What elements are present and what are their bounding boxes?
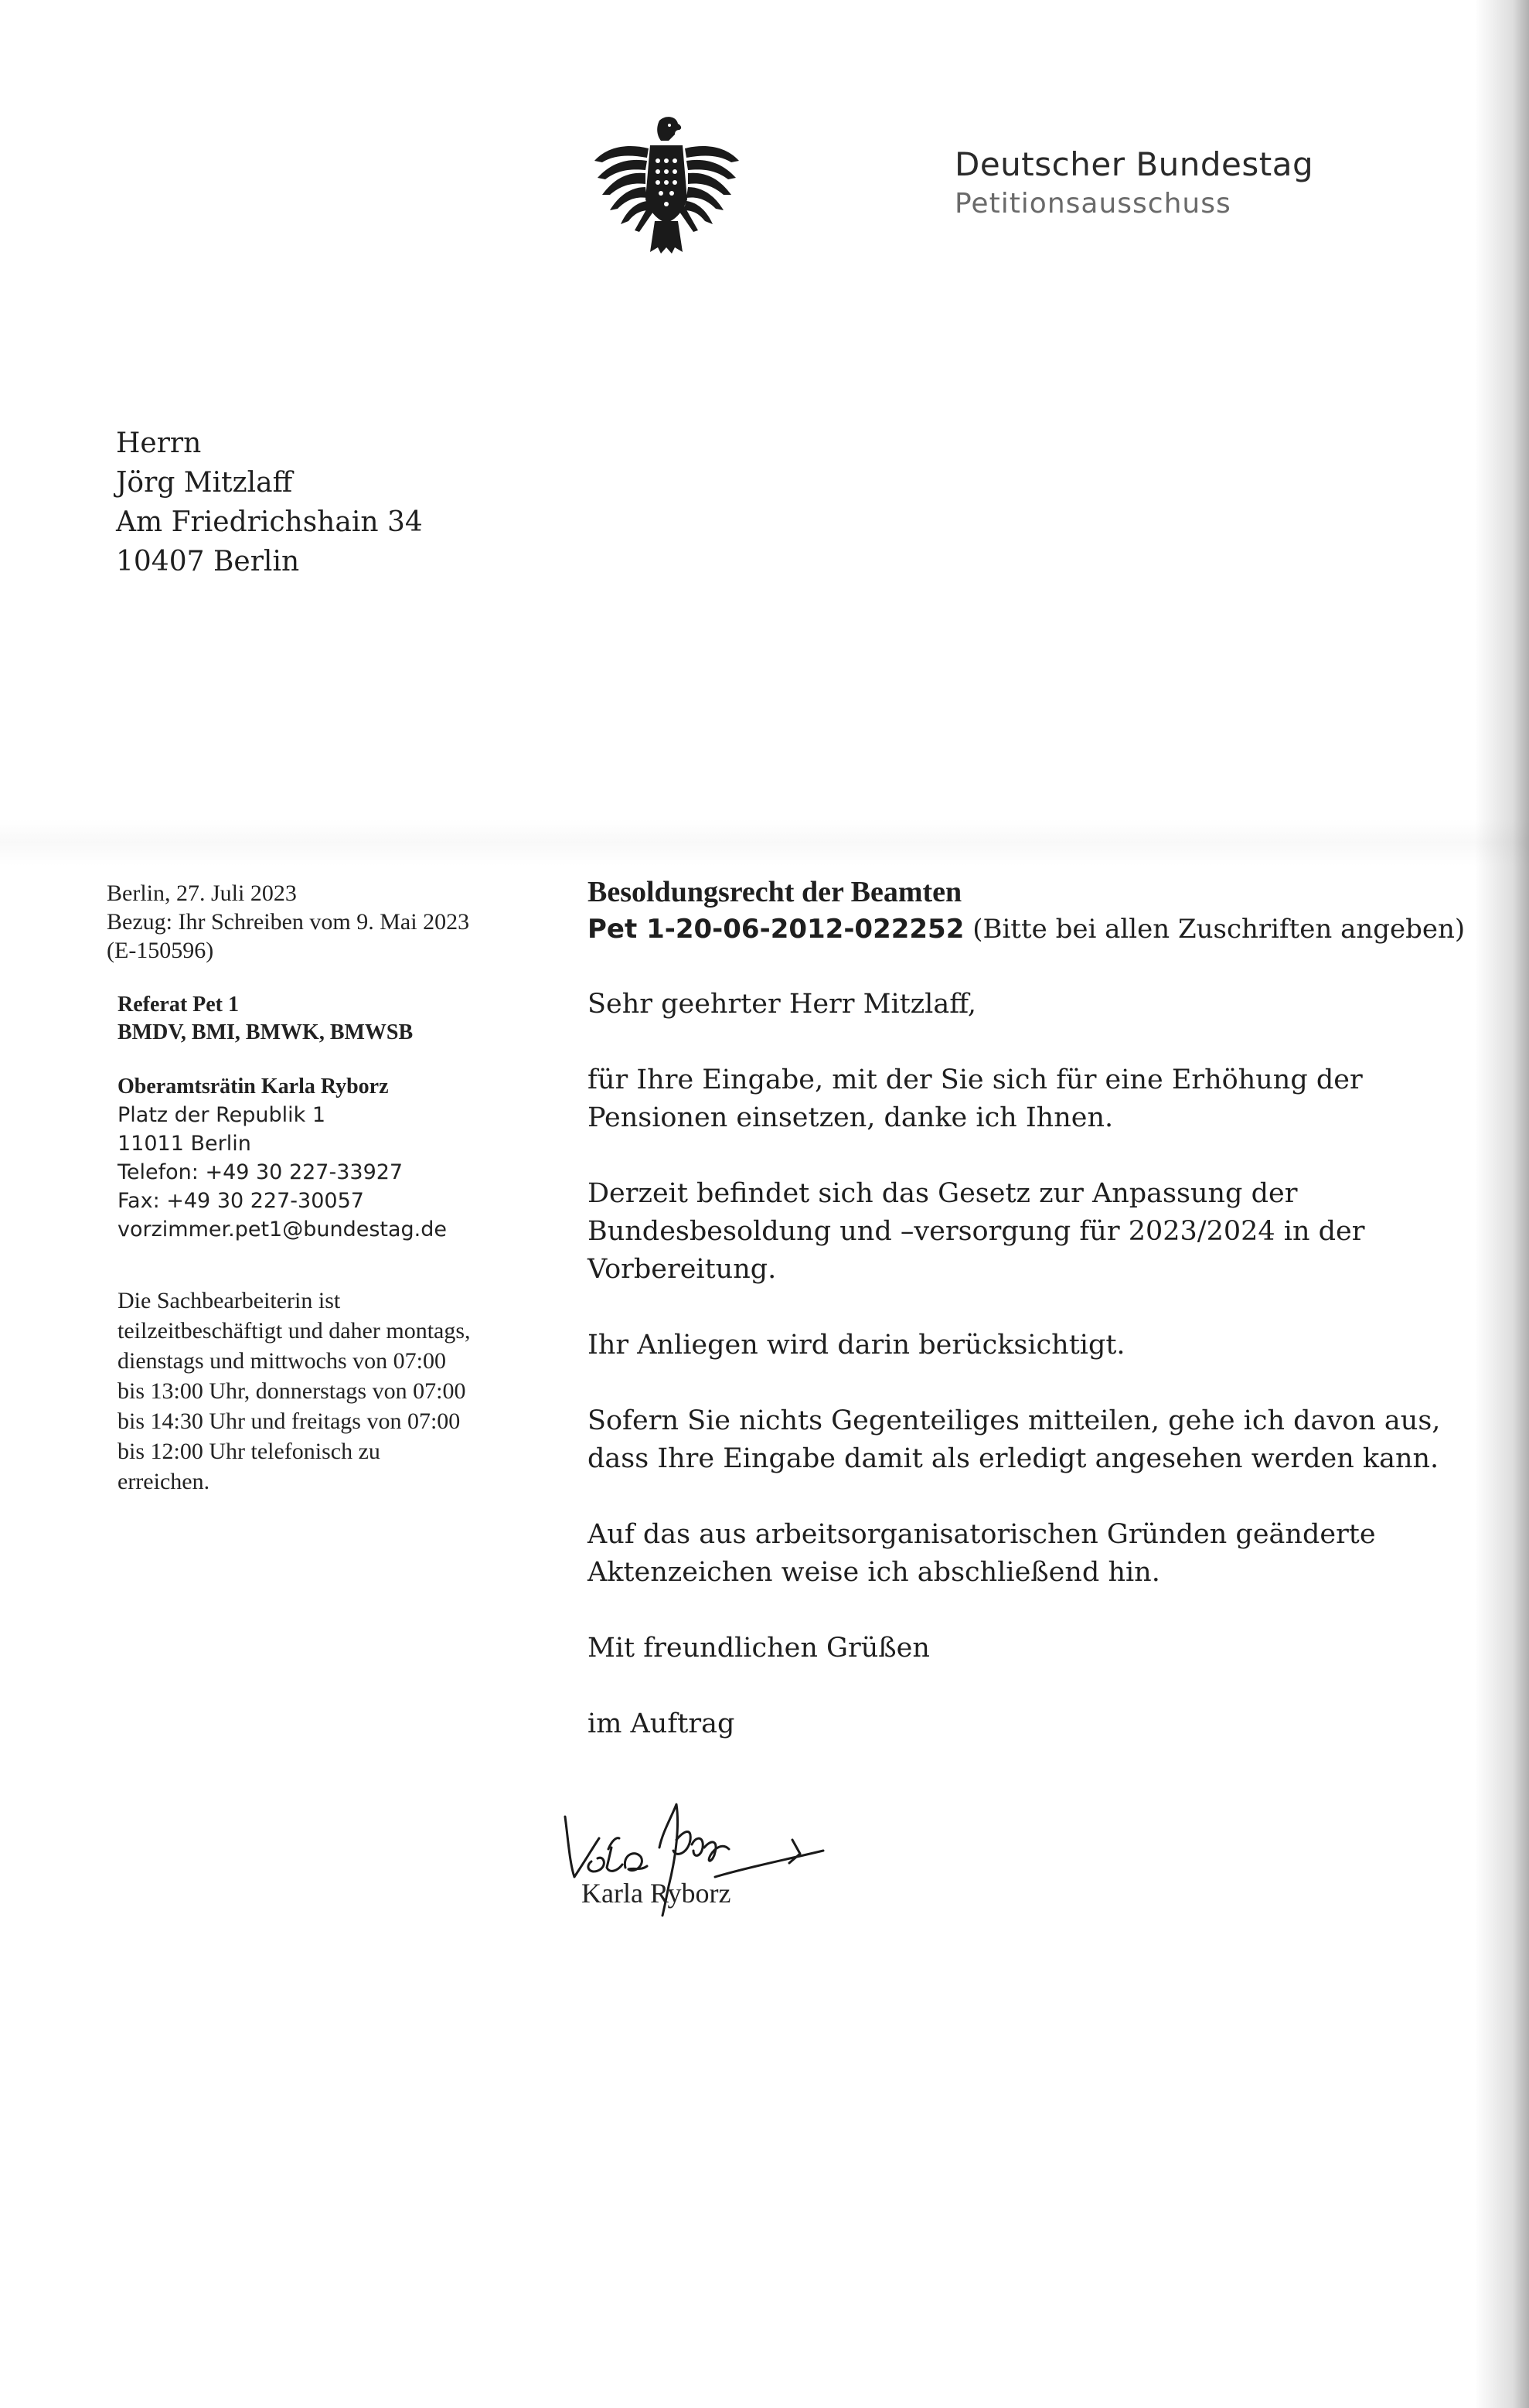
scan-edge-shadow <box>1475 0 1529 2408</box>
office-hours-note <box>107 1286 581 1497</box>
letter-subject: Besoldungsrecht der Beamten <box>587 876 962 908</box>
recipient-city: 10407 Berlin <box>116 546 300 577</box>
paragraph-file-number <box>587 1516 1469 1592</box>
recipient-name: Jörg Mitzlaff <box>116 467 293 499</box>
text-line: Vorbereitung. <box>587 1254 777 1285</box>
hours-line: erreichen. <box>117 1469 210 1494</box>
letter-body <box>587 874 1469 1743</box>
org-name: Deutscher Bundestag <box>955 145 1314 183</box>
email-address: vorzimmer.pet1@bundestag.de <box>117 1218 447 1241</box>
text-line: Derzeit befindet sich das Gesetz zur Anpassung der <box>587 1178 1298 1209</box>
im-auftrag: im Auftrag <box>587 1708 735 1739</box>
text-line: Ihr Anliegen wird darin berücksichtigt. <box>587 1330 1125 1361</box>
letter-date: Berlin, 27. Juli 2023 <box>107 880 297 906</box>
hours-line: Die Sachbearbeiterin ist <box>117 1288 341 1313</box>
reference-id: (E-150596) <box>107 938 214 963</box>
department: Referat Pet 1 <box>117 993 240 1017</box>
paragraph-consideration <box>587 1327 1469 1364</box>
reference-number-line <box>587 911 1469 948</box>
address-city: 11011 Berlin <box>117 1132 251 1156</box>
hours-line: bis 14:30 Uhr und freitags von 07:00 <box>117 1408 461 1434</box>
reference-note: (Bitte bei allen Zuschriften angeben) <box>972 914 1466 945</box>
ministries: BMDV, BMI, BMWK, BMWSB <box>117 1020 414 1044</box>
federal-eagle-icon <box>591 114 742 255</box>
signer-name: Karla Ryborz <box>581 1878 731 1909</box>
paragraph-closure <box>587 1402 1469 1478</box>
recipient-salutation: Herrn <box>116 427 202 459</box>
letter-meta <box>107 879 570 965</box>
officer-name: Oberamtsrätin Karla Ryborz <box>117 1075 389 1098</box>
text-line: Sofern Sie nichts Gegenteiliges mitteilen, gehe ich davon aus, <box>587 1405 1441 1436</box>
text-line: Bundesbesoldung und –versorgung für 2023/2024 in der <box>587 1216 1365 1247</box>
phone-number: Telefon: +49 30 227-33927 <box>117 1160 404 1184</box>
reference-line: Bezug: Ihr Schreiben vom 9. Mai 2023 <box>107 909 470 935</box>
paragraph-law <box>587 1175 1469 1289</box>
text-line: für Ihre Eingabe, mit der Sie sich für eine Erhöhung der <box>587 1064 1363 1095</box>
address-street: Platz der Republik 1 <box>117 1103 326 1127</box>
hours-line: bis 13:00 Uhr, donnerstags von 07:00 <box>117 1378 466 1404</box>
paragraph-thanks <box>587 1061 1469 1137</box>
hours-line: dienstags und mittwochs von 07:00 <box>117 1348 446 1374</box>
letterhead <box>955 145 1313 220</box>
scan-artifact <box>0 819 1529 866</box>
department-block <box>107 991 570 1047</box>
hours-line: teilzeitbeschäftigt und daher montags, <box>117 1318 471 1344</box>
reference-number: Pet 1-20-06-2012-022252 <box>587 914 965 945</box>
fax-number: Fax: +49 30 227-30057 <box>117 1189 364 1213</box>
recipient-street: Am Friedrichshain 34 <box>116 506 423 538</box>
salutation: Sehr geehrter Herr Mitzlaff, <box>587 989 976 1020</box>
text-line: Auf das aus arbeitsorganisatorischen Gründen geänderte <box>587 1519 1376 1550</box>
text-line: dass Ihre Eingabe damit als erledigt angesehen werden kann. <box>587 1443 1439 1474</box>
text-line: Pensionen einsetzen, danke ich Ihnen. <box>587 1102 1114 1133</box>
closing: Mit freundlichen Grüßen <box>587 1633 930 1664</box>
text-line: Aktenzeichen weise ich abschließend hin. <box>587 1557 1160 1588</box>
contact-block <box>107 1073 570 1244</box>
hours-line: bis 12:00 Uhr telefonisch zu <box>117 1439 380 1464</box>
sidebar-info <box>107 879 570 1497</box>
committee-name: Petitionsausschuss <box>955 188 1231 220</box>
recipient-address <box>116 424 423 581</box>
